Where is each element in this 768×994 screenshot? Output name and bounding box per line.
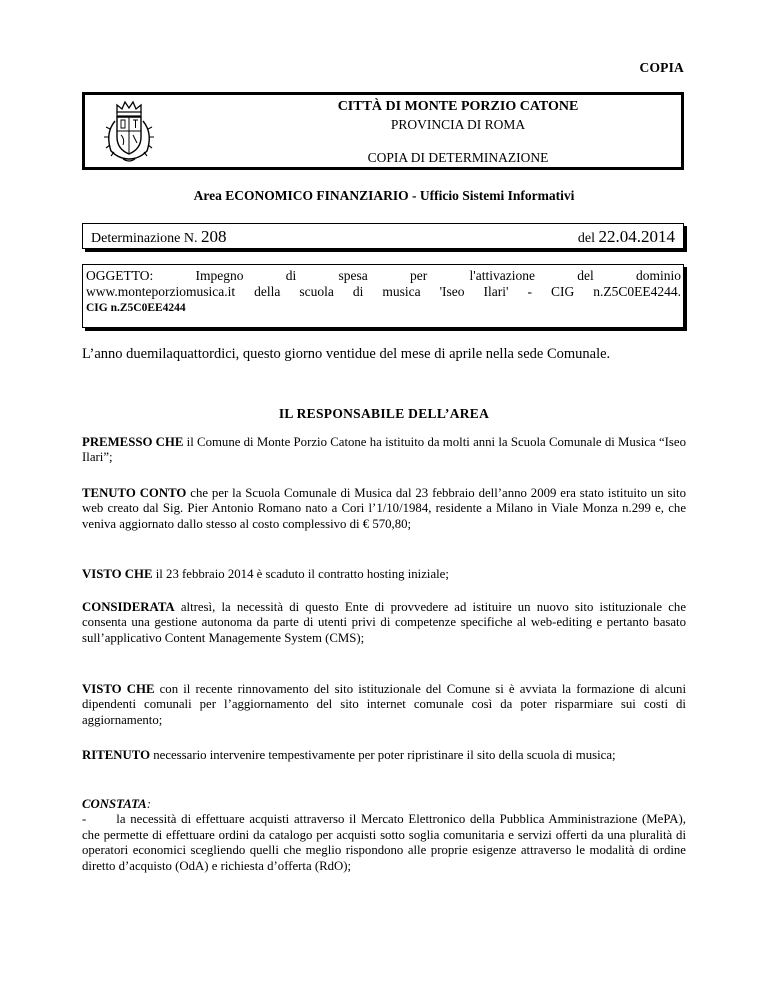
intro-paragraph: L’anno duemilaquattordici, questo giorno ventidue del mese di aprile nella sede Comunale. [82,346,611,362]
paragraph-text: altresì, la necessità di questo Ente di provvedere ad istituire un nuovo sito istituzionale che consenta una gestione autonoma da parte di utenti privi di competenze specifiche al web-editing e pertanto basato sull’applicativo Content Managemente System (CMS); [82,600,686,645]
paragraph-lead: CONSIDERATA [82,600,175,614]
subject-box [82,264,684,328]
date-value: 22.04.2014 [598,227,675,246]
body-paragraph [82,486,686,532]
bullet-dash: - [82,812,87,827]
constata-block [82,797,686,874]
header-box [82,92,684,170]
paragraph-lead: VISTO CHE [82,567,153,581]
constata-text: la necessità di effettuare acquisti attraverso il Mercato Elettronico della Pubblica Amministrazione (MePA), che permette di effettuare ordini da catalogo per acquisti sotto soglia comunitaria e servizi offerti da una pluralità di operatori economici scegliendo quelli che meglio rispondono alle proprie esigenze attraverso le modalità di ordine diretto d’acquisto (OdA) e richiesta d’offerta (RdO); [82,812,686,873]
province-name: PROVINCIA DI ROMA [390,117,526,132]
subject-line-2: www.monteporziomusica.it della scuola di musica 'Iseo Ilari' - CIG n.Z5C0EE4244. [86,284,681,299]
determination-box [82,223,684,249]
paragraph-text: che per la Scuola Comunale di Musica dal 23 febbraio dell’anno 2009 era stato istituito un sito web creato dal Sig. Pier Antonio Romano nato a Cori l’1/10/1984, residente a Milano in Viale Monza n.299 e, che veniva aggiornato dallo stesso al costo complessivo di € 570,80; [82,486,686,531]
constata-item [82,812,686,874]
city-name: CITTÀ DI MONTE PORZIO CATONE [337,99,579,114]
paragraph-lead: VISTO CHE [82,682,155,696]
subject-cig: CIG n.Z5C0EE4244 [86,302,186,314]
paragraph-text: necessario intervenire tempestivamente per poter ripristinare il sito della scuola di musica; [150,748,616,762]
coat-of-arms-icon [93,99,165,165]
constata-lead: CONSTATA [82,797,147,811]
date-label: del [577,231,595,246]
area-line: Area ECONOMICO FINANZIARIO - Ufficio Sistemi Informativi [193,188,575,203]
body-paragraph [82,600,686,646]
paragraph-text: con il recente rinnovamento del sito istituzionale del Comune si è avviata la formazione di alcuni dipendenti comunali per l’aggiornamento del sito internet comunale così da poter risparmiare sui costi di aggiornamento; [82,682,687,727]
paragraph-lead: RITENUTO [82,748,151,762]
subject-line-1: OGGETTO: Impegno di spesa per l'attivazione del dominio [86,268,681,283]
header-text [235,99,681,166]
body-paragraph [82,567,686,582]
paragraph-lead: TENUTO CONTO [82,486,187,500]
body-paragraph [82,682,686,728]
determination-date [578,227,675,247]
paragraph-text: il 23 febbraio 2014 è scaduto il contratto hosting iniziale; [152,567,449,581]
body-paragraph [82,748,686,763]
paragraph-text: il Comune di Monte Porzio Catone ha istituito da molti anni la Scuola Comunale di Musica “Iseo Ilari”; [82,435,686,465]
copy-marker: COPIA [639,60,684,75]
determination-label: Determinazione N. [91,231,198,246]
paragraph-lead: PREMESSO CHE [82,435,184,449]
body-paragraph [82,435,686,466]
determination-number-value: 208 [201,227,227,246]
responsible-heading: IL RESPONSABILE DELL’AREA [278,406,490,421]
document-type: COPIA DI DETERMINAZIONE [367,150,549,165]
determination-number [91,227,227,247]
constata-colon: : [146,797,151,811]
